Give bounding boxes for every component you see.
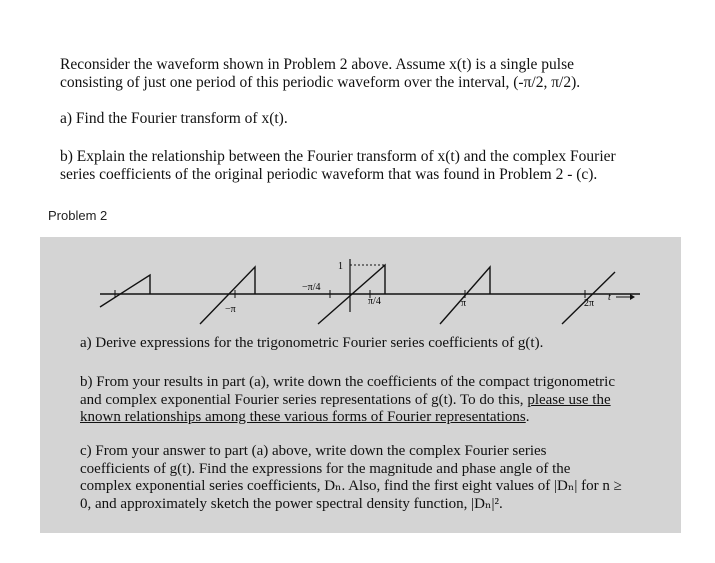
question-part-a: a) Find the Fourier transform of x(t). xyxy=(60,110,288,127)
question-intro-line-2: consisting of just one period of this periodic waveform over the interval, (-π/2, π/2). xyxy=(60,74,581,91)
problem-2-part-b-line-2-text: and complex exponential Fourier series representations of g(t). To do this, xyxy=(80,391,528,408)
problem-2-part-b-line-2 xyxy=(80,392,660,410)
waveform-segment-2 xyxy=(200,267,255,324)
label-2pi: 2π xyxy=(584,298,595,309)
problem-2-part-c-line-2: coefficients of g(t). Find the expressions for the magnitude and phase angle of the xyxy=(80,460,571,477)
problem-2-part-a: a) Derive expressions for the trigonometric Fourier series coefficients of g(t). xyxy=(80,335,544,351)
problem-2-part-c-line-4: 0, and approximately sketch the power spectral density function, |Dₙ|². xyxy=(80,495,503,512)
problem-2-part-c-line-3: complex exponential series coefficients, Dₙ. Also, find the first eight values of |Dₙ| for n ≥ xyxy=(80,478,622,494)
problem-2-part-b-emphasis-cont: known relationships among these various forms of Fourier representations xyxy=(80,409,526,425)
label-pi: π xyxy=(461,298,467,309)
label-t: t xyxy=(608,292,611,303)
label-neg-pi: −π xyxy=(225,304,236,315)
problem-label: Problem 2 xyxy=(48,208,108,223)
problem-2-part-b-line-1: b) From your results in part (a), write down the coefficients of the compact trigonometric xyxy=(80,374,615,390)
problem-2-part-c xyxy=(80,443,660,513)
label-one: 1 xyxy=(338,261,343,272)
waveform-figure xyxy=(40,237,681,337)
question-intro-line-1: Reconsider the waveform shown in Problem 2 above. Assume x(t) is a single pulse xyxy=(60,56,574,73)
waveform-segment-1 xyxy=(100,275,150,307)
question-part-b-line-2: series coefficients of the original periodic waveform that was found in Problem 2 - (c). xyxy=(60,166,598,183)
problem-2-part-c-line-1: c) From your answer to part (a) above, write down the complex Fourier series xyxy=(80,443,547,459)
label-pi-over-4: π/4 xyxy=(368,296,381,307)
problem-2-part-b xyxy=(80,374,660,427)
question-part-b-line-1: b) Explain the relationship between the Fourier transform of x(t) and the complex Fourier xyxy=(60,148,616,165)
arrow-head-icon xyxy=(630,294,635,300)
question-part-b xyxy=(60,148,660,184)
question-intro xyxy=(60,56,660,92)
problem-2-image xyxy=(40,237,681,533)
label-neg-pi-over-4: −π/4 xyxy=(302,282,321,293)
problem-2-part-b-emphasis: please use the xyxy=(527,391,611,408)
problem-2-part-b-line-3 xyxy=(80,409,660,427)
problem-2-part-b-period: . xyxy=(525,409,530,425)
